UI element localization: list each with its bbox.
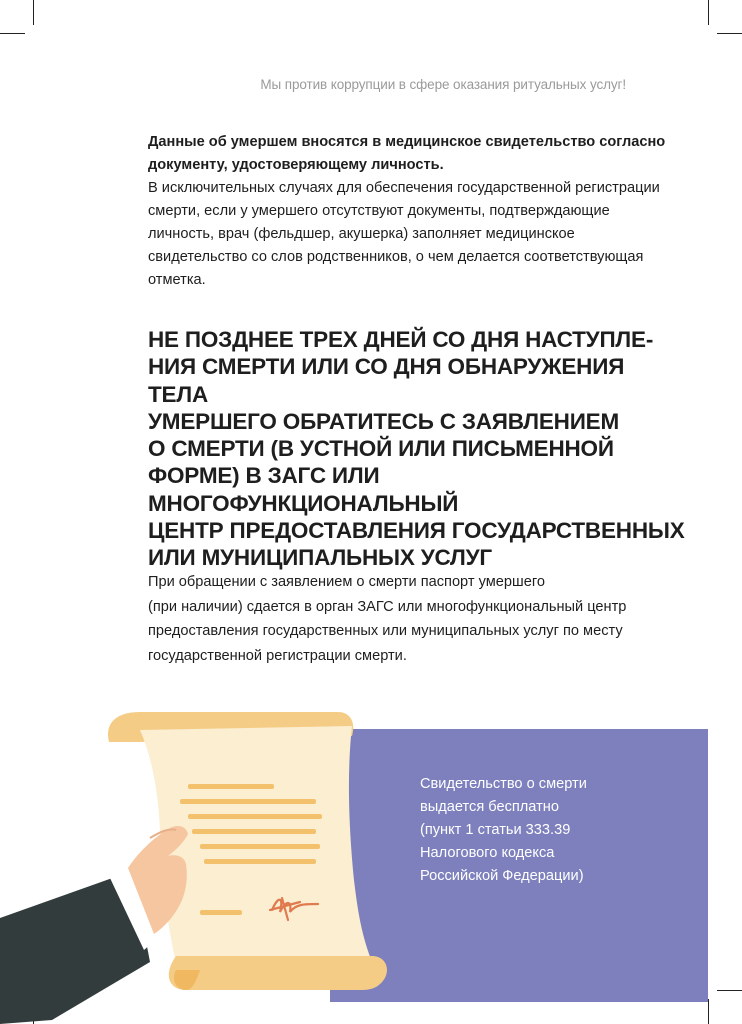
crop-mark (717, 990, 742, 991)
info-box-text: Свидетельство о смерти выдается бесплатно (пункт 1 статьи 333.39 Налогового кодекса Российской Федерации) (420, 776, 587, 884)
certificate-illustration (0, 700, 400, 1024)
intro-block (148, 131, 668, 292)
crop-mark (717, 33, 742, 34)
page-header: Мы против коррупции в сфере оказания ритуальных услуг! (260, 77, 626, 92)
scroll-bottom-curl-icon (169, 956, 387, 990)
crop-mark (33, 0, 34, 25)
crop-mark (708, 999, 709, 1024)
passport-paragraph: При обращении с заявлением о смерти паспорт умершего (при наличии) сдается в орган ЗАГС или многофункциональный центр предоставления государственных или муниципальных услуг по месту государственной регистрации смерти. (148, 574, 627, 664)
main-heading: НЕ ПОЗДНЕЕ ТРЕХ ДНЕЙ СО ДНЯ НАСТУПЛЕ- НИЯ СМЕРТИ ИЛИ СО ДНЯ ОБНАРУЖЕНИЯ ТЕЛА УМЕРШЕГО ОБРАТИТЕСЬ С ЗАЯВЛЕНИЕМ О СМЕРТИ (В УСТНОЙ ИЛИ ПИСЬМЕННОЙ ФОРМЕ) В ЗАГС ИЛИ МНОГОФУНКЦИОНАЛЬНЫЙ ЦЕНТР ПРЕДОСТАВЛЕНИЯ ГОСУДАРСТВЕННЫХ ИЛИ МУНИЦИПАЛЬНЫХ УСЛУГ (148, 327, 685, 571)
crop-mark (0, 33, 25, 34)
intro-bold-text: Данные об умершем вносятся в медицинское свидетельство согласно документу, удостоверяющему личность. (148, 134, 666, 173)
crop-mark (708, 0, 709, 25)
intro-text: В исключительных случаях для обеспечения государственной регистрации смерти, если у умершего отсутствуют документы, подтверждающие личность, врач (фельдшер, акушерка) заполняет медицинское свидетельство со слов родственников, о чем делается соответствующая отметка. (148, 180, 660, 288)
